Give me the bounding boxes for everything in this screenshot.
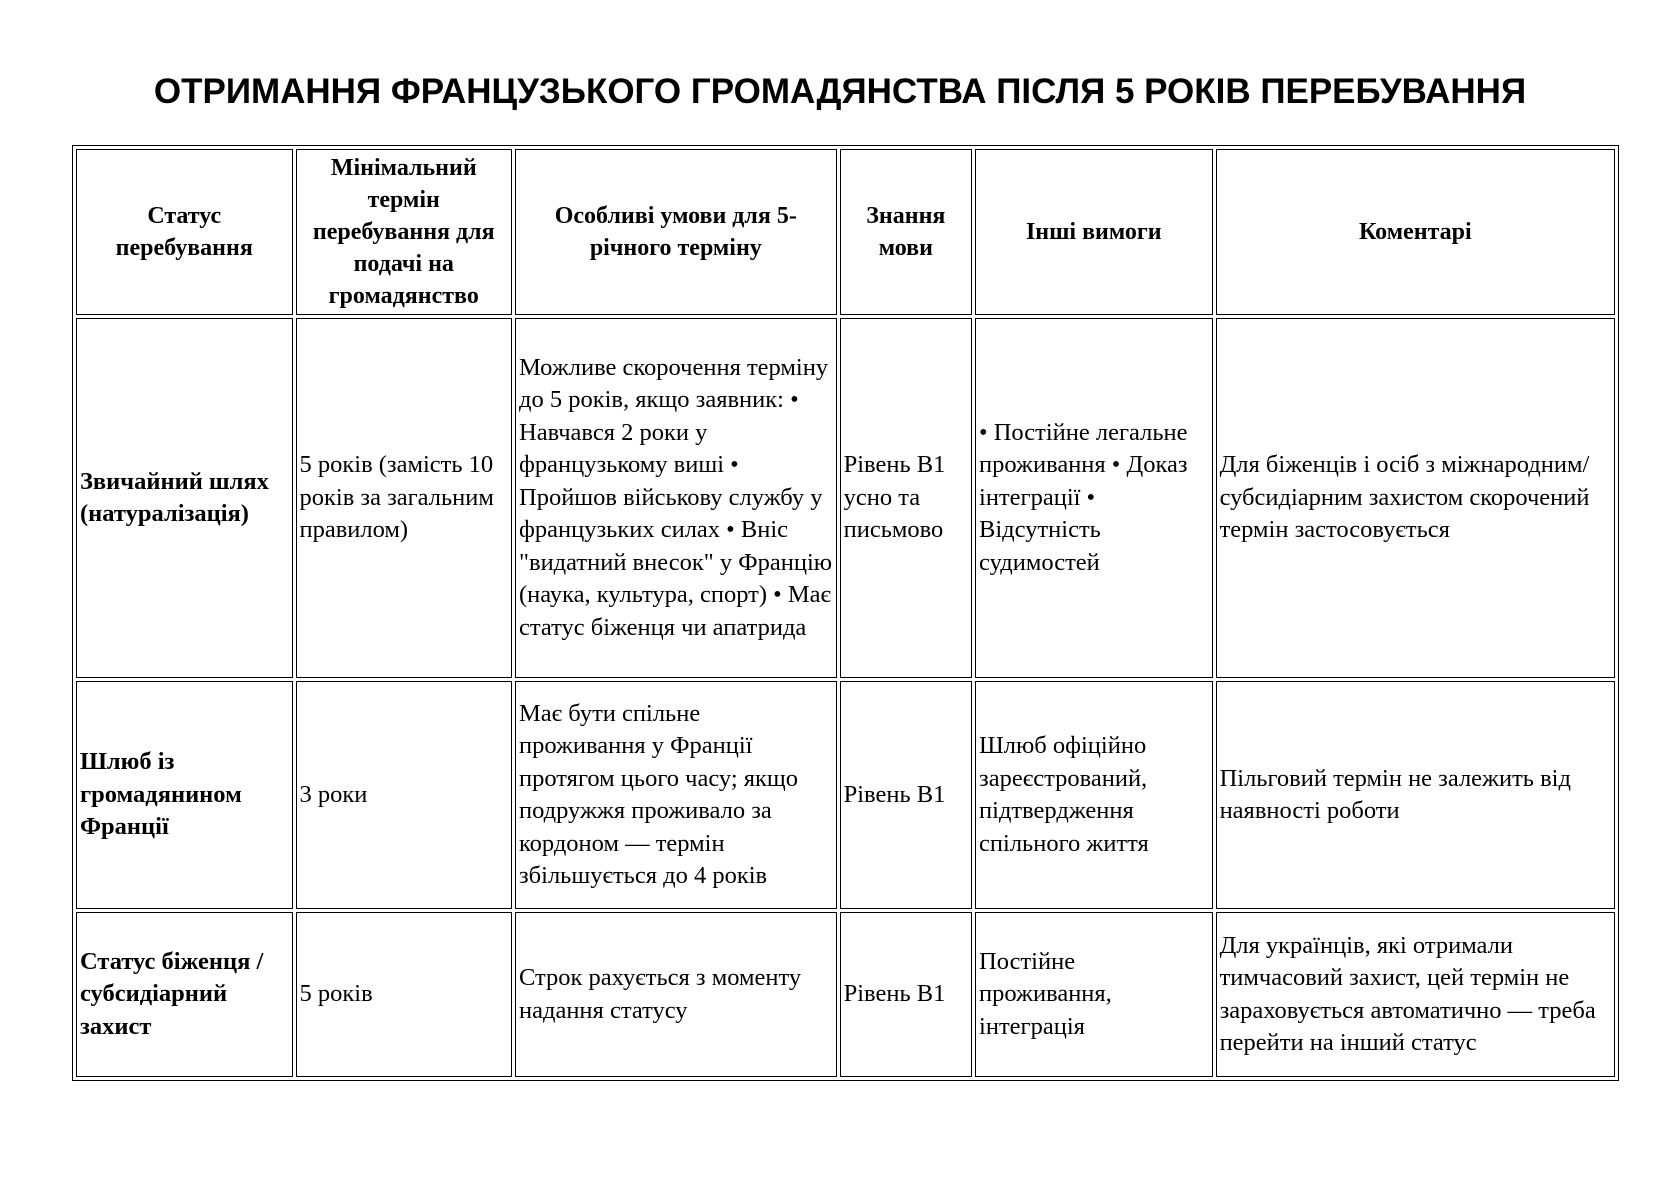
header-min-term: Мінімальний термін перебування для подачі на громадянство bbox=[296, 149, 513, 315]
cell-language: Рівень B1 bbox=[840, 912, 972, 1077]
cell-special-conditions: Має бути спільне проживання у Франції протягом цього часу; якщо подружжя проживало за кордоном — термін збільшується до 4 років bbox=[515, 681, 837, 909]
cell-other-requirements: Постійне проживання, інтеграція bbox=[975, 912, 1213, 1077]
cell-comments: Для українців, які отримали тимчасовий захист, цей термін не зараховується автоматично — треба перейти на інший статус bbox=[1216, 912, 1615, 1077]
header-status: Статус перебування bbox=[76, 149, 293, 315]
cell-status: Звичайний шлях (натуралізація) bbox=[76, 318, 293, 678]
table-header-row bbox=[76, 149, 1615, 315]
cell-min-term: 3 роки bbox=[296, 681, 513, 909]
cell-other-requirements: Шлюб офіційно зареєстрований, підтвердження спільного життя bbox=[975, 681, 1213, 909]
cell-special-conditions: Строк рахується з моменту надання статусу bbox=[515, 912, 837, 1077]
cell-language: Рівень B1 bbox=[840, 681, 972, 909]
table-row bbox=[76, 318, 1615, 678]
table-row bbox=[76, 681, 1615, 909]
header-special-conditions: Особливі умови для 5-річного терміну bbox=[515, 149, 837, 315]
header-comments: Коментарі bbox=[1216, 149, 1615, 315]
cell-status: Статус біженця / субсидіарний захист bbox=[76, 912, 293, 1077]
cell-comments: Пільговий термін не залежить від наявності роботи bbox=[1216, 681, 1615, 909]
cell-min-term: 5 років bbox=[296, 912, 513, 1077]
page-title: ОТРИМАННЯ ФРАНЦУЗЬКОГО ГРОМАДЯНСТВА ПІСЛЯ 5 РОКІВ ПЕРЕБУВАННЯ bbox=[153, 72, 1527, 111]
cell-status: Шлюб із громадянином Франції bbox=[76, 681, 293, 909]
cell-language: Рівень B1 усно та письмово bbox=[840, 318, 972, 678]
header-other-requirements: Інші вимоги bbox=[975, 149, 1213, 315]
citizenship-table bbox=[72, 145, 1619, 1081]
cell-special-conditions: Можливе скорочення терміну до 5 років, якщо заявник: • Навчався 2 роки у французькому виші • Пройшов військову службу у французьких силах • Вніс "видатний внесок" у Францію (наука, культура, спорт) • Має статус біженця чи апатрида bbox=[515, 318, 837, 678]
citizenship-table-container bbox=[72, 145, 1619, 1081]
cell-comments: Для біженців і осіб з міжнародним/субсидіарним захистом скорочений термін застосовується bbox=[1216, 318, 1615, 678]
header-language: Знання мови bbox=[840, 149, 972, 315]
cell-other-requirements: • Постійне легальне проживання • Доказ інтеграції • Відсутність судимостей bbox=[975, 318, 1213, 678]
table-row bbox=[76, 912, 1615, 1077]
cell-min-term: 5 років (замість 10 років за загальним правилом) bbox=[296, 318, 513, 678]
